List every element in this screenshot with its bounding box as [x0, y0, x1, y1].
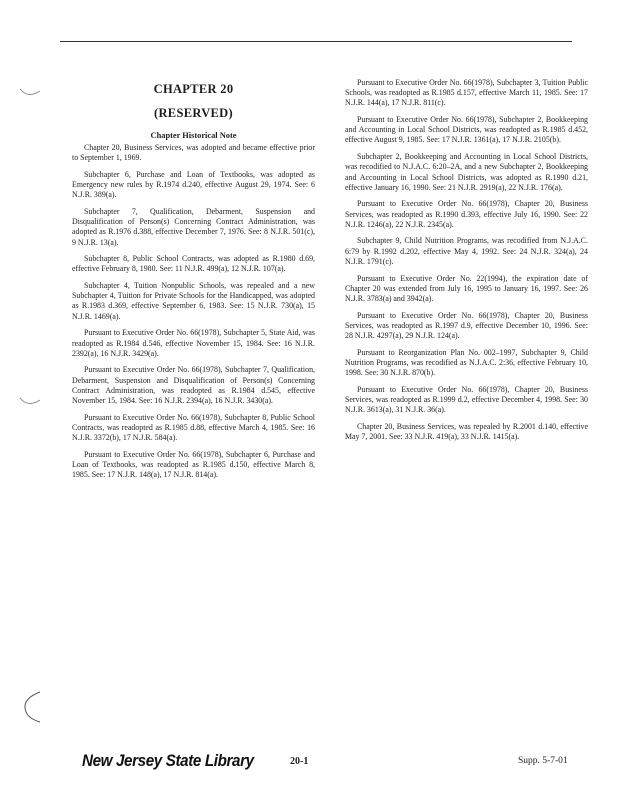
page-number: 20-1 — [290, 756, 309, 767]
history-paragraph: Pursuant to Executive Order No. 66(1978), Subchapter 3, Tuition Public Schools, was readopted as R.1985 d.157, effective March 11, 1985. See: 17 N.J.R. 144(a), 17 N.J.R. 811(c). — [345, 78, 588, 108]
history-paragraph: Pursuant to Executive Order No. 66(1978), Subchapter 6, Purchase and Loan of Textbooks, was readopted as R.1985 d.150, effective March 8, 1985. See: 17 N.J.R. 148(a), 17 N.J.R. 814(a). — [72, 449, 315, 480]
history-paragraph: Pursuant to Executive Order No. 22(1994), the expiration date of Chapter 20 was extended from July 16, 1995 to January 16, 1997. See: 26 N.J.R. 3783(a) and 3942(a). — [345, 273, 588, 303]
binder-hole-mark — [18, 690, 44, 724]
right-column — [345, 78, 588, 449]
page-footer — [0, 752, 618, 776]
history-paragraph: Subchapter 2, Bookkeeping and Accounting in Local School Districts, was recodified to N.J.A.C. 6:20–2A, and a new Subchapter 2, Bookkeeping and Accounting in Local School Districts, was adopted as R.1990 d.21, effective January 16, 1990. See: 21 N.J.R. 2919(a), 22 N.J.R. 176(a). — [345, 152, 588, 192]
history-paragraph: Pursuant to Executive Order No. 66(1978), Chapter 20, Business Services, was readopted as R.1997 d.9, effective December 10, 1996. See: 28 N.J.R. 4297(a), 29 N.J.R. 124(a). — [345, 310, 588, 340]
history-paragraph: Subchapter 6, Purchase and Loan of Textbooks, was adopted as Emergency new rules by R.1974 d.240, effective August 29, 1974. See: 6 N.J.R. 389(a). — [72, 169, 315, 200]
chapter-title: CHAPTER 20 — [153, 82, 234, 96]
history-paragraph: Pursuant to Executive Order No. 66(1978), Chapter 20, Business Services, was readopted as R.1990 d.393, effective July 16, 1990. See: 22 N.J.R. 1246(a), 22 N.J.R. 2345(a). — [345, 199, 588, 229]
library-stamp: New Jersey State Library — [82, 752, 254, 770]
left-column — [72, 78, 315, 487]
binder-hole-mark — [18, 395, 42, 409]
history-paragraph: Pursuant to Executive Order No. 66(1978), Subchapter 5, State Aid, was readopted as R.1984 d.546, effective November 15, 1984. See: 16 N.J.R. 2392(a), 16 N.J.R. 3429(a). — [72, 328, 315, 358]
history-paragraph: Chapter 20, Business Services, was adopted and became effective prior to September 1, 1969. — [72, 143, 315, 163]
history-paragraph: Subchapter 8, Public School Contracts, was adopted as R.1980 d.69, effective February 8, 1980. See: 11 N.J.R. 499(a), 12 N.J.R. 107(a). — [72, 254, 315, 274]
binder-hole-mark — [18, 86, 42, 100]
history-paragraph: Pursuant to Executive Order No. 66(1978), Subchapter 8, Public School Contracts, was readopted as R.1985 d.88, effective March 4, 1985. See: 16 N.J.R. 3372(b), 17 N.J.R. 584(a). — [72, 412, 315, 442]
history-paragraph: Pursuant to Executive Order No. 66(1978), Chapter 20, Business Services, was readopted as R.1999 d.2, effective December 4, 1998. See: 30 N.J.R. 3613(a), 31 N.J.R. 36(a). — [345, 384, 588, 415]
history-paragraph: Pursuant to Executive Order No. 66(1978), Subchapter 2, Bookkeeping and Accounting in Local School Districts, was readopted as R.1985 d.452, effective August 9, 1985. See: 17 N.J.R. 1361(a), 17 N.J.R. 2105(b). — [345, 115, 588, 145]
header-rule — [60, 41, 572, 42]
supplement-date: Supp. 5-7-01 — [518, 756, 568, 766]
history-paragraph: Subchapter 7, Qualification, Debarment, Suspension and Disqualification of Person(s) Concerning Contract Administration, was adopted as R.1976 d.388, effective December 7, 1976. See: 8 N.J.R. 501(c), 9 N.J.R. 13(a). — [72, 206, 315, 247]
history-paragraph: Subchapter 9, Child Nutrition Programs, was recodified from N.J.A.C. 6:79 by R.1992 d.202, effective May 4, 1992. See: 24 N.J.R. 324(a), 24 N.J.R. 1791(c). — [345, 236, 588, 266]
history-paragraph: Subchapter 4, Tuition Nonpublic Schools, was repealed and a new Subchapter 4, Tuition for Private Schools for the Handicapped, was adopted as R.1983 d.369, effective September 6, 1983. See: 15 N.J.R. 730(a), 15 N.J.R. 1469(a). — [72, 281, 315, 321]
history-paragraph: Pursuant to Reorganization Plan No. 002–1997, Subchapter 9, Child Nutrition Programs, was recodified as N.J.A.C. 2:36, effective February 10, 1998. See: 30 N.J.R. 870(b). — [345, 347, 588, 377]
history-paragraph: Chapter 20, Business Services, was repealed by R.2001 d.140, effective May 7, 2001. See: 33 N.J.R. 419(a), 33 N.J.R. 1415(a). — [345, 421, 588, 441]
history-paragraph: Pursuant to Executive Order No. 66(1978), Subchapter 7, Qualification, Debarment, Suspension and Disqualification of Person(s) Concerning Contract Administration, was readopted as R.1984 d.545, effective November 15, 1984. See: 16 N.J.R. 2394(a), 16 N.J.R. 3430(a). — [72, 365, 315, 405]
reserved-label: (RESERVED) — [154, 106, 233, 120]
historical-note-heading: Chapter Historical Note — [150, 131, 237, 140]
